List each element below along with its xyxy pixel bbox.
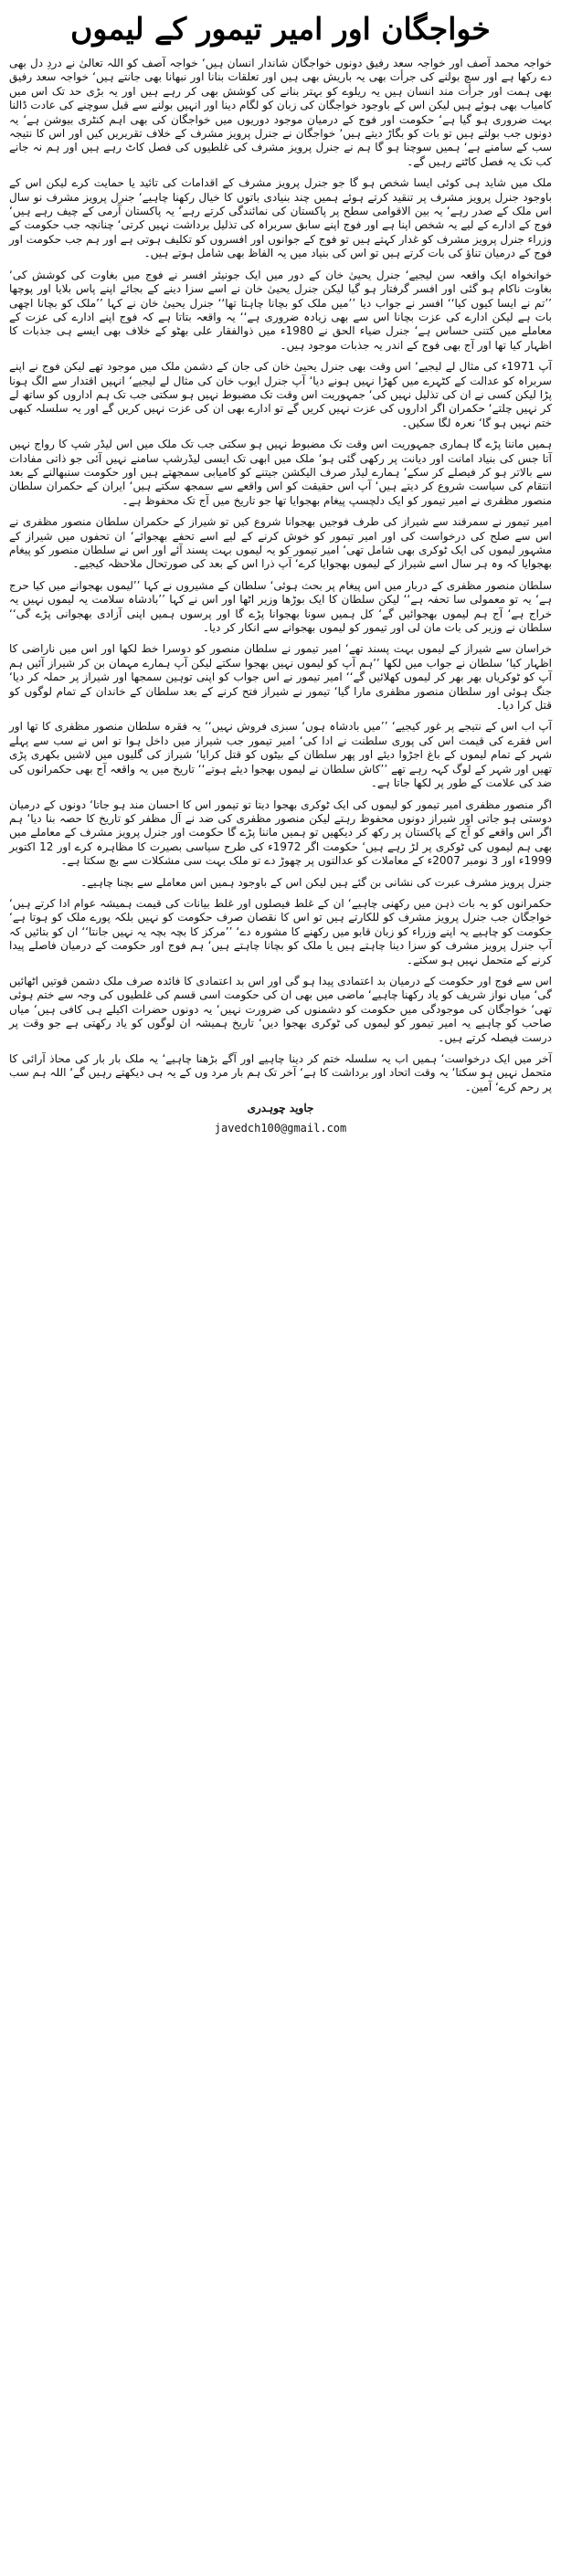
article-paragraph: امیر تیمور نے سمرقند سے شیراز کی طرف فوجیں بھجوانا شروع کیں تو شیراز کے حکمران سلطان منصور مظفری نے اس سے صلح کی درخواست کی اور امیر تیمور کو خوش کرنے کے لیے اسے تحفے بھجوائے‘ ان تحفوں میں شیراز کے مشہور لیموں کی ایک ٹوکری بھی شامل تھی‘ امیر تیمور کو یہ لیموں بہت پسند آئے اور اس نے سلطان منصور کو پیغام بھجوایا کہ وہ ہر سال اسے شیراز کے لیموں بھجوایا کرے‘ آپ ذرا اس کے بعد کی صورتحال ملاحظہ کیجیے۔ — [9, 515, 552, 571]
article-paragraph: خواجہ محمد آصف اور خواجہ سعد رفیق دونوں خواجگان شاندار انسان ہیں‘ خواجہ آصف کو اللہ تعالیٰ نے دردِ دل بھی دے رکھا ہے اور سچ بولنے کی جرأت بھی یہ باریش بھی ہیں اور تعلقات بنانا اور نبھانا بھی جانتے ہیں‘ خواجہ سعد رفیق بھی ہمت اور جرأت مند انسان ہیں یہ ریلوے کو بہتر بنانے کی کوشش بھی کر رہے ہیں اور یہ بڑی حد تک اس میں کامیاب بھی ہوئے ہیں لیکن اس کے باوجود خواجگان کی زبان کو لگام دینا اور انہیں بولنے سے قبل سوچنے کی عادت ڈالنا بہت ضروری ہو گیا ہے‘ حکومت اور فوج کے درمیان موجود دوریوں میں خواجگان کی بھی اہم کنٹری بیوشن ہے‘ یہ دونوں جب بولتے ہیں تو بات کو بگاڑ دیتے ہیں‘ خواجگان نے جنرل پرویز مشرف کے خلاف تقریریں کیں اور اس کا نتیجہ سب کے سامنے ہے‘ ہمیں سوچنا ہو گا ہم نے جنرل پرویز مشرف کی غلطیوں کی فصل کاٹ رہے ہیں اور ہم نہ جانے کب تک یہ فصل کاٹتے رہیں گے۔ — [9, 57, 552, 168]
article-paragraph: اس سے فوج اور حکومت کے درمیان بد اعتمادی پیدا ہو گی اور اس بد اعتمادی کا فائدہ صرف ملک دشمن قوتیں اٹھائیں گی‘ میاں نواز شریف کو یاد رکھنا چاہیے‘ ماضی میں بھی ان کی حکومت اسی قسم کی غلطیوں کی وجہ سے ختم ہوئی تھی‘ خواجگان کی موجودگی میں حکومت کو دشمنوں کی ضرورت نہیں‘ یہ دونوں حضرات اکیلے ہی کافی ہیں‘ میاں صاحب کو چاہیے یہ امیر تیمور کو لیموں کی ٹوکری بھجوا دیں‘ تاریخ ہمیشہ ان لوگوں کو یاد رکھتی ہے جو وقت پر درست فیصلہ کرتے ہیں۔ — [9, 974, 552, 1044]
article-body — [9, 57, 552, 1094]
article-paragraph: اگر منصور مظفری امیر تیمور کو لیموں کی ایک ٹوکری بھجوا دیتا تو تیمور اس کا احسان مند ہو جاتا‘ دونوں کے درمیان دوستی ہو جاتی اور شیراز دونوں محفوظ رہتے لیکن منصور مظفری کی ضد نے آل مظفر کو تاریخ کا حصہ بنا دیا‘ ہم اگر اس واقعے کو آج کے پاکستان پر رکھ کر دیکھیں تو ہمیں ماننا پڑے گا حکومت اور جنرل پرویز مشرف کے معاملے میں بھی ہم لیموں کی ٹوکری پر لڑ رہے ہیں‘ حکومت اگر 1972ء کی طرح سیاسی بصیرت کا مظاہرہ کرے اور 12 اکتوبر 1999ء اور 3 نومبر 2007ء کے معاملات کو عدالتوں پر چھوڑ دے تو ملک بہت سی مشکلات سے بچ سکتا ہے۔ — [9, 797, 552, 868]
article-paragraph: آپ 1971ء کی مثال لے لیجیے‘ اس وقت بھی جنرل یحییٰ خان کی جان کے دشمن ملک میں موجود تھے لیکن فوج نے اپنے سربراہ کو عدالت کے کٹہرے میں کھڑا نہیں ہونے دیا‘ آپ جنرل ایوب خان کی مثال لے لیجیے‘ انہیں اقتدار سے الگ ہونا پڑا لیکن کسی نے ان کی تذلیل نہیں کی‘ جمہوریت اس وقت تک مضبوط نہیں ہو سکتی جب تک ہم اداروں کو ساتھ لے کر نہیں چلتے‘ حکمران اگر اداروں کی عزت نہیں کریں گے تو ادارے بھی ان کی عزت نہیں کریں گے اور یہ سلسلہ کبھی ختم نہیں ہو گا‘ نعرہ لگا سکیں۔ — [9, 360, 552, 429]
article-paragraph: ہمیں ماننا پڑے گا ہماری جمہوریت اس وقت تک مضبوط نہیں ہو سکتی جب تک ملک میں اس لیڈر شپ کا رواج نہیں آتا جس کی بنیاد امانت اور دیانت پر رکھی گئی ہو‘ ملک میں ابھی تک ایسی لیڈرشپ سامنے نہیں آئی جو ذاتی مفادات سے بالاتر ہو کر فیصلے کر سکے‘ ہمارے لیڈر صرف الیکشن جیتنے کو کامیابی سمجھتے ہیں اور حکومت سنبھالنے کے بعد انتقام کی سیاست شروع کر دیتے ہیں‘ آپ اس حقیقت کو اس واقعے سے سمجھ سکتے ہیں‘ ایران کے حکمران سلطان منصور مظفری نے امیر تیمور کو ایک دلچسپ پیغام بھجوایا تھا جو تاریخ میں آج تک محفوظ ہے۔ — [9, 438, 552, 507]
article-paragraph: خوانخواہ ایک واقعہ سن لیجیے‘ جنرل یحییٰ خان کے دور میں ایک جونیئر افسر نے فوج میں بغاوت کی کوشش کی‘ بغاوت ناکام ہو گئی اور افسر گرفتار ہو گیا لیکن جنرل یحییٰ خان نے اسے سزا دینے کے بجائے اپنے پاس بلایا اور پوچھا ’’تم نے ایسا کیوں کیا‘‘ افسر نے جواب دیا ’’میں ملک کو بچانا چاہتا تھا‘‘ جنرل یحییٰ خان نے کہا ’’ملک کو بچانا اچھی بات ہے لیکن ادارے کی عزت بچانا اس سے بھی زیادہ ضروری ہے‘‘ یہ واقعہ بتاتا ہے کہ فوج اپنے ادارے کی عزت کے معاملے میں کتنی حساس ہے‘ جنرل ضیاء الحق نے 1980ء میں ذوالفقار علی بھٹو کے خلاف بھی ایسے ہی جذبات کا اظہار کیا تھا اور آج بھی فوج کے اندر یہ جذبات موجود ہیں۔ — [9, 268, 552, 352]
article-paragraph: سلطان منصور مظفری کے دربار میں اس پیغام پر بحث ہوئی‘ سلطان کے مشیروں نے کہا ’’لیموں بھجوانے میں کیا حرج ہے‘ یہ تو معمولی سا تحفہ ہے‘‘ لیکن سلطان کا ایک بوڑھا وزیر اٹھا اور اس نے کہا ’’بادشاہ سلامت یہ لیموں نہیں یہ خراج ہے‘ آج ہم لیموں بھجوائیں گے‘ کل ہمیں سونا بھجوانا پڑے گا اور پرسوں ہمیں اپنی آزادی بھجوانی پڑے گی‘‘ سلطان نے وزیر کی بات مان لی اور تیمور کو لیموں بھجوانے سے انکار کر دیا۔ — [9, 578, 552, 635]
author-name: جاوید چوہدری — [247, 1102, 314, 1115]
article-title: خواجگان اور امیر تیمور کے لیموں — [70, 10, 491, 47]
article-paragraph: آخر میں ایک درخواست‘ ہمیں اب یہ سلسلہ ختم کر دینا چاہیے اور آگے بڑھنا چاہیے‘ یہ ملک بار بار کی محاذ آرائی کا متحمل نہیں ہو سکتا‘ یہ وقت اتحاد اور برداشت کا ہے‘ آخر تک ہم بار مرد وں کے یہ ہی دیکھتے رہیں گے‘ اللہ ہم سب پر رحم کرے‘ آمین۔ — [9, 1052, 552, 1093]
article-paragraph: ملک میں شاید ہی کوئی ایسا شخص ہو گا جو جنرل پرویز مشرف کے اقدامات کی تائید یا حمایت کرے لیکن اس کے باوجود جنرل پرویز مشرف پر تنقید کرتے ہوئے ہمیں چند بنیادی باتوں کا خیال رکھنا چاہیے‘ جنرل پرویز مشرف نو سال اس ملک کے صدر رہے‘ یہ بین الاقوامی سطح پر پاکستان کی نمائندگی کرتے رہے‘ یہ پاکستان آرمی کے چیف رہے ہیں‘ فوج کے ادارے کے لیے یہ شخص اپنا ہے اور فوج اپنے سابق سربراہ کی تذلیل برداشت نہیں کرتی‘ چنانچہ جب حکومت کے وزراء جنرل پرویز مشرف کو غدار کہتے ہیں تو فوج کے جوانوں اور افسروں کو تکلیف ہوتی ہے اور ہم جب حکومت اور فوج کے درمیان تناؤ کی بات کرتے ہیں تو اس کی بنیاد میں یہ الفاظ بھی شامل ہوتے ہیں۔ — [9, 176, 552, 260]
article-paragraph: حکمرانوں کو یہ بات ذہن میں رکھنی چاہیے‘ ان کے غلط فیصلوں اور غلط بیانات کی قیمت ہمیشہ عوام ادا کرتے ہیں‘ خواجگان جب جنرل پرویز مشرف کو للکارتے ہیں تو اس کا نقصان صرف حکومت کو نہیں بلکہ پورے ملک کو ہوتا ہے‘ حکومت کو چاہیے یہ اپنے وزراء کو زبان قابو میں رکھنے کا مشورہ دے‘ ’’مرکز کا بچہ بچہ یہ نہیں جانتا‘‘ ان کو بتائیں کہ آپ جنرل پرویز مشرف کو سزا دینا چاہتے ہیں یا ملک کو بچانا چاہتے ہیں‘ ہم فوج اور حکومت کے درمیان فاصلے پیدا کرنے کے متحمل نہیں ہو سکتے۔ — [9, 896, 552, 966]
article-paragraph: خراسان سے شیراز کے لیموں بہت پسند تھے‘ امیر تیمور نے سلطان منصور کو دوسرا خط لکھا اور اس میں ناراضی کا اظہار کیا‘ سلطان نے جواب میں لکھا ’’ہم آپ کو لیموں نہیں بھجوا سکتے لیکن آپ ہمارے مہمان بن کر شیراز آئیں ہم آپ کو ٹوکریاں بھر بھر کر لیموں کھلائیں گے‘‘ امیر تیمور نے اس جواب کو اپنی توہین سمجھا اور شیراز پر حملہ کر دیا‘ جنگ ہوئی اور سلطان منصور مظفری مارا گیا‘ تیمور نے شیراز فتح کرنے کے بعد سلطان کے خاندان کے تمام لوگوں کو قتل کرا دیا۔ — [9, 642, 552, 713]
article-paragraph: آپ اب اس کے نتیجے پر غور کیجیے‘ ’’میں بادشاہ ہوں‘ سبزی فروش نہیں‘‘ یہ فقرہ سلطان منصور مظفری کا تھا اور اس فقرے کی قیمت اس کی پوری سلطنت نے ادا کی‘ امیر تیمور جب شیراز میں داخل ہوا تو اس نے سب سے پہلے شہر کے تمام لیموں کے باغ اجڑوا دیئے اور پھر سلطان کے بیٹوں کو قتل کرایا‘ شیراز کی گلیوں میں لاشیں بکھری پڑی تھیں اور شہر کے لوگ کہہ رہے تھے ’’کاش سلطان نے لیموں بھجوا دیئے ہوتے‘‘ تاریخ میں یہ واقعہ آج بھی حکمرانوں کی ضد کی علامت کے طور پر لکھا جاتا ہے۔ — [9, 720, 552, 790]
article-paragraph: جنرل پرویز مشرف عبرت کی نشانی بن گئے ہیں لیکن اس کے باوجود ہمیں اس معاملے سے بچنا چاہیے۔ — [80, 875, 552, 889]
author-email: javedch100@gmail.com — [214, 1122, 347, 1135]
